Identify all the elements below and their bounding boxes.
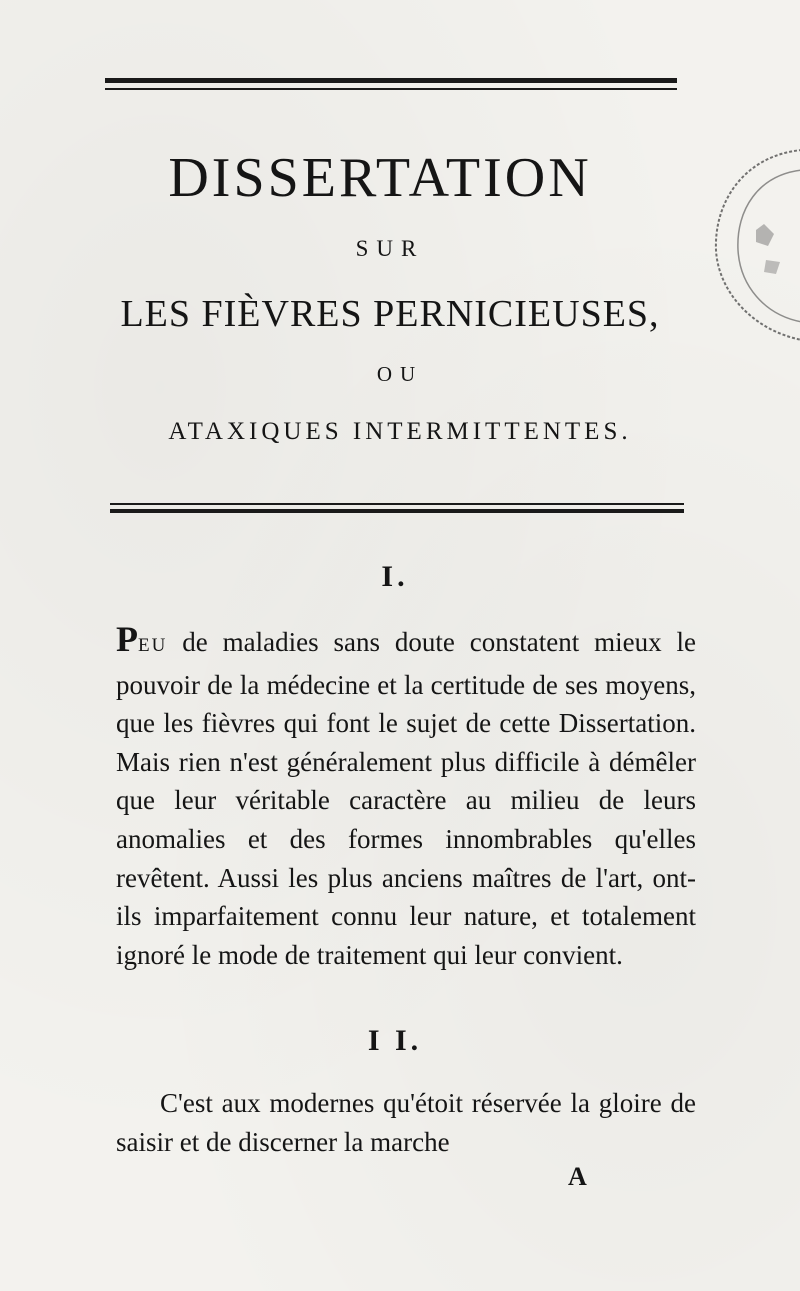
header-rule-thick xyxy=(105,78,677,83)
section-number-1: I. xyxy=(381,560,409,593)
divider-rule-thin xyxy=(110,503,684,505)
paragraph-1 xyxy=(116,620,696,974)
title-sur: SUR xyxy=(355,236,425,261)
paragraph-1-text: de maladies sans doute constatent mieux le pouvoir de la médecine et la certitude de ses moyens, que les fièvres qui font le sujet de cette Dissertation. Mais rien n'est généralement plus difficile à démêler que leur véritable caractère au milieu de leurs anomalies et des formes innombrables qu'elles revêtent. Aussi les plus anciens maîtres de l'art, ont-ils imparfaitement connu leur nature, et totalement ignoré le mode de traitement qui leur convient. xyxy=(116,627,696,970)
section-number-2: I I. xyxy=(367,1024,423,1057)
library-stamp xyxy=(706,140,800,350)
title-ou: OU xyxy=(376,362,424,386)
title-ataxiques-intermittentes: ATAXIQUES INTERMITTENTES. xyxy=(168,418,632,445)
title-fievres-pernicieuses: LES FIÈVRES PERNICIEUSES, xyxy=(120,293,660,335)
paragraph-2: C'est aux modernes qu'étoit réservée la gloire de saisir et de discerner la marche xyxy=(116,1088,696,1157)
signature-mark: A xyxy=(568,1162,587,1191)
header-rule-thin xyxy=(105,88,677,90)
drop-cap: P xyxy=(116,619,138,659)
divider-rule-thick xyxy=(110,509,684,513)
title-dissertation: DISSERTATION xyxy=(168,147,592,209)
small-caps-word: EU xyxy=(138,635,168,656)
